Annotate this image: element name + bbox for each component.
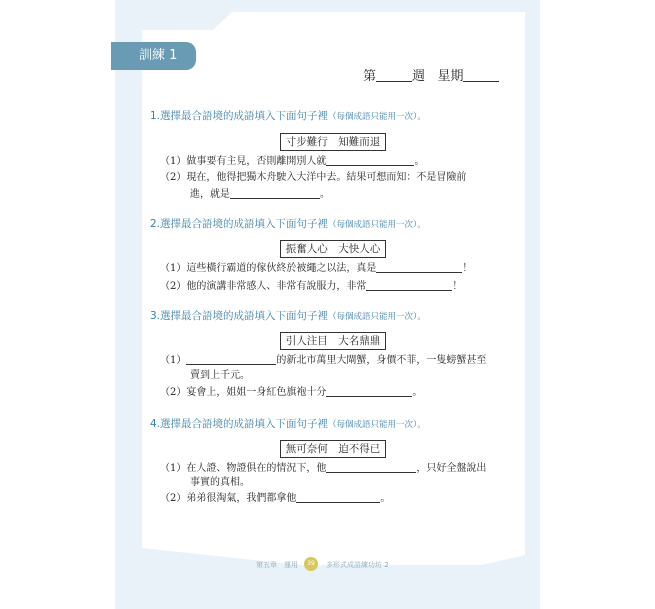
question-1-item-2: （2）現在，他得把獨木舟駛入大洋中去。結果可想而知：不是冒險前	[160, 172, 467, 183]
question-3-heading: 3.選擇最合語境的成語填入下面句子裡（每個成語只能用一次）。	[150, 310, 426, 322]
question-3-item-1-cont: 賣到上千元。	[190, 370, 250, 381]
question-1-item-2-cont: 進，就是 。	[190, 189, 330, 200]
question-4-idiom-box: 無可奈何 迫不得已	[280, 440, 386, 458]
answer-blank[interactable]	[326, 461, 416, 473]
week-prefix: 第	[363, 69, 377, 84]
question-3-item-1: （1） 的新北市萬里大閘蟹，身價不菲，一隻螃蟹甚至	[160, 355, 487, 366]
question-3-idiom-box: 引人注目 大名鼎鼎	[280, 332, 386, 350]
section-tab-label: 訓練 1	[139, 48, 178, 63]
section-tab	[111, 42, 196, 70]
question-2-item-1: （1）這些橫行霸道的傢伙終於被繩之以法，真是 ！	[160, 263, 473, 274]
answer-blank[interactable]	[326, 385, 412, 397]
question-2-idiom-box: 振奮人心 大快人心	[280, 240, 386, 258]
answer-blank[interactable]	[366, 279, 452, 291]
question-3-item-2: （2）宴會上，姐姐一身紅色旗袍十分 。	[160, 387, 423, 398]
question-4-item-2: （2）弟弟很淘氣，我們都拿他 。	[160, 493, 391, 504]
week-field	[363, 65, 499, 84]
question-4-heading: 4.選擇最合語境的成語填入下面句子裡（每個成語只能用一次）。	[150, 418, 426, 430]
week-label: 週	[412, 69, 426, 84]
question-1-idiom-box: 寸步難行 知難而退	[280, 133, 386, 151]
question-2-item-2: （2）他的演講非常感人、非常有說服力，非常 ！	[160, 281, 463, 292]
answer-blank[interactable]	[376, 261, 462, 273]
page-number: 39	[304, 557, 318, 571]
answer-blank[interactable]	[326, 154, 414, 166]
question-1-heading: 1.選擇最合語境的成語填入下面句子裡（每個成語只能用一次）。	[150, 110, 426, 122]
answer-blank[interactable]	[186, 353, 276, 365]
week-blank[interactable]	[376, 69, 412, 82]
question-2-heading: 2.選擇最合語境的成語填入下面句子裡（每個成語只能用一次）。	[150, 218, 426, 230]
answer-blank[interactable]	[296, 491, 380, 503]
question-1-item-1: （1）做事要有主見，否則離開別人就 。	[160, 156, 425, 167]
footer-chapter: 第五章 運用	[256, 561, 298, 569]
question-4-item-1-cont: 事實的真相。	[190, 477, 250, 488]
weekday-label: 星期	[437, 69, 464, 84]
answer-blank[interactable]	[230, 187, 320, 199]
question-4-item-1: （1）在人證、物證俱在的情況下，他 ，只好全盤說出	[160, 463, 487, 474]
weekday-blank[interactable]	[463, 69, 499, 82]
footer-title: 多形式成語練功坊 2	[326, 561, 389, 569]
